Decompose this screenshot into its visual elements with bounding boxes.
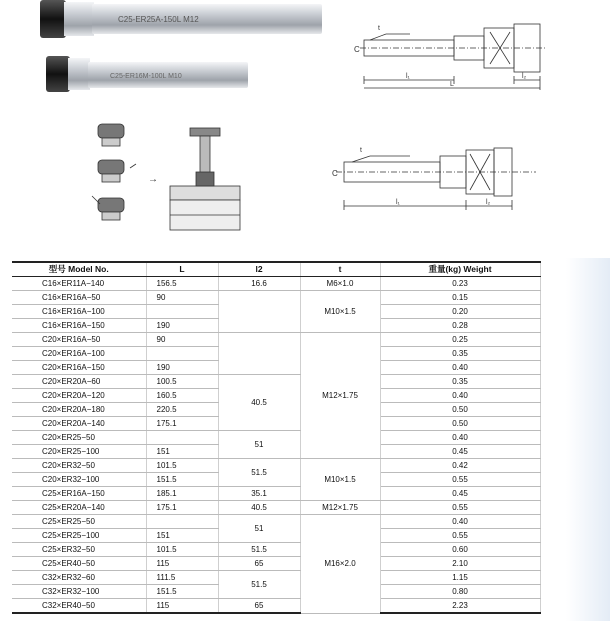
- label-t: t: [378, 25, 380, 32]
- cell-weight: 0.45: [380, 445, 540, 459]
- cell-l2: 51.5: [218, 571, 300, 599]
- label-d: C: [354, 45, 360, 54]
- technical-drawing-long: [350, 14, 550, 94]
- cell-L: 175.1: [146, 501, 218, 515]
- label-L: L: [450, 81, 454, 88]
- cell-l2: [218, 291, 300, 333]
- header-row: [12, 262, 540, 277]
- cell-L: 156.5: [146, 277, 218, 291]
- cell-model: C20×ER16A−150: [12, 361, 146, 375]
- cell-L: 151.5: [146, 585, 218, 599]
- cell-weight: 2.10: [380, 557, 540, 571]
- cell-L: 115: [146, 557, 218, 571]
- cell-weight: 0.42: [380, 459, 540, 473]
- cell-weight: 0.23: [380, 277, 540, 291]
- table-row: [12, 291, 540, 305]
- table-row: [12, 431, 540, 445]
- cell-L: 101.5: [146, 459, 218, 473]
- machine-assembly: [170, 128, 240, 230]
- cell-L: [146, 431, 218, 445]
- cell-l2: 51.5: [218, 543, 300, 557]
- table-row: [12, 515, 540, 529]
- header-model: 型号 Model No.: [12, 262, 146, 277]
- cell-L: 151: [146, 445, 218, 459]
- cell-t: M6×1.0: [300, 277, 380, 291]
- cell-L: 151.5: [146, 473, 218, 487]
- cell-l2: 51.5: [218, 459, 300, 487]
- cell-model: C25×ER20A−140: [12, 501, 146, 515]
- technical-drawing-short: [330, 142, 540, 222]
- cell-weight: 0.55: [380, 473, 540, 487]
- cell-weight: 0.80: [380, 585, 540, 599]
- usage-illustration: [90, 120, 250, 238]
- cell-model: C20×ER16A−100: [12, 347, 146, 361]
- cell-model: C32×ER32−60: [12, 571, 146, 585]
- cell-weight: 0.50: [380, 417, 540, 431]
- table-row: [12, 501, 540, 515]
- table-row: [12, 571, 540, 585]
- cell-l2: 51: [218, 431, 300, 459]
- cell-weight: 0.20: [380, 305, 540, 319]
- cell-model: C25×ER32−50: [12, 543, 146, 557]
- table-row: [12, 277, 540, 291]
- cell-l2: 40.5: [218, 501, 300, 515]
- arrow-icon: →: [148, 174, 158, 185]
- cell-weight: 0.40: [380, 515, 540, 529]
- cell-weight: 0.40: [380, 361, 540, 375]
- cell-L: 175.1: [146, 417, 218, 431]
- cell-model: C25×ER40−50: [12, 557, 146, 571]
- cell-model: C16×ER16A−150: [12, 319, 146, 333]
- table-row: [12, 543, 540, 557]
- cell-L: 90: [146, 291, 218, 305]
- cell-weight: 0.40: [380, 431, 540, 445]
- cell-model: C20×ER20A−140: [12, 417, 146, 431]
- cell-model: C32×ER32−100: [12, 585, 146, 599]
- cell-weight: 0.50: [380, 403, 540, 417]
- label-l2: l₂: [522, 73, 527, 80]
- label-t: t: [360, 147, 362, 154]
- step-1-illustration: [98, 124, 124, 146]
- cell-l2: 65: [218, 599, 300, 614]
- holder-1: [40, 0, 322, 38]
- cell-model: C20×ER32−100: [12, 473, 146, 487]
- cell-model: C20×ER25−100: [12, 445, 146, 459]
- cell-weight: 0.35: [380, 375, 540, 389]
- cell-l2: 35.1: [218, 487, 300, 501]
- cell-l2: 16.6: [218, 277, 300, 291]
- cell-L: 101.5: [146, 543, 218, 557]
- label-l2: l₂: [486, 199, 491, 206]
- table-row: [12, 375, 540, 389]
- cell-model: C20×ER32−50: [12, 459, 146, 473]
- table-row: [12, 459, 540, 473]
- cell-weight: 0.28: [380, 319, 540, 333]
- cell-model: C20×ER20A−60: [12, 375, 146, 389]
- table-row: [12, 599, 540, 614]
- cell-weight: 0.25: [380, 333, 540, 347]
- table-row: [12, 487, 540, 501]
- product-photo: [30, 0, 330, 108]
- step-3-illustration: [92, 196, 124, 220]
- cell-L: 220.5: [146, 403, 218, 417]
- holder-2: [46, 56, 248, 92]
- spec-table: [12, 261, 541, 614]
- cell-L: 115: [146, 599, 218, 614]
- cell-model: C25×ER25−50: [12, 515, 146, 529]
- cell-model: C20×ER16A−50: [12, 333, 146, 347]
- cell-L: [146, 347, 218, 361]
- header-l2: l2: [218, 262, 300, 277]
- cell-model: C25×ER25−100: [12, 529, 146, 543]
- cell-weight: 2.23: [380, 599, 540, 614]
- cell-L: 90: [146, 333, 218, 347]
- cell-t: M12×1.75: [300, 333, 380, 459]
- step-2-illustration: [98, 160, 136, 182]
- decorative-stripe: [566, 258, 610, 621]
- cell-l2: [218, 333, 300, 375]
- cell-L: 160.5: [146, 389, 218, 403]
- cell-L: 185.1: [146, 487, 218, 501]
- cell-model: C16×ER16A−100: [12, 305, 146, 319]
- cell-L: 190: [146, 361, 218, 375]
- cell-t: M16×2.0: [300, 515, 380, 614]
- cell-l2: 65: [218, 557, 300, 571]
- cell-weight: 1.15: [380, 571, 540, 585]
- cell-weight: 0.35: [380, 347, 540, 361]
- header-weight: 重量(kg) Weight: [380, 262, 540, 277]
- table-row: [12, 333, 540, 347]
- cell-l2: 40.5: [218, 375, 300, 431]
- cell-model: C16×ER11A−140: [12, 277, 146, 291]
- cell-weight: 0.15: [380, 291, 540, 305]
- cell-L: [146, 305, 218, 319]
- cell-model: C25×ER16A−150: [12, 487, 146, 501]
- header-L: L: [146, 262, 218, 277]
- cell-t: M12×1.75: [300, 501, 380, 515]
- cell-L: 111.5: [146, 571, 218, 585]
- label-l1: l₁: [406, 73, 410, 80]
- cell-model: C16×ER16A−50: [12, 291, 146, 305]
- cell-model: C20×ER20A−120: [12, 389, 146, 403]
- cell-weight: 0.60: [380, 543, 540, 557]
- holder-1-marking: C25-ER25A-150L M12: [118, 15, 199, 24]
- holder-2-marking: C25-ER16M-100L M10: [110, 73, 182, 80]
- label-d: C: [332, 169, 338, 178]
- cell-model: C20×ER20A−180: [12, 403, 146, 417]
- cell-l2: 51: [218, 515, 300, 543]
- cell-weight: 0.55: [380, 529, 540, 543]
- cell-model: C32×ER40−50: [12, 599, 146, 614]
- cell-weight: 0.55: [380, 501, 540, 515]
- table-row: [12, 557, 540, 571]
- cell-L: 190: [146, 319, 218, 333]
- cell-L: 100.5: [146, 375, 218, 389]
- label-l1: l₁: [396, 199, 400, 206]
- header-t: t: [300, 262, 380, 277]
- cell-t: M10×1.5: [300, 291, 380, 333]
- cell-weight: 0.40: [380, 389, 540, 403]
- cell-model: C20×ER25−50: [12, 431, 146, 445]
- cell-weight: 0.45: [380, 487, 540, 501]
- cell-L: [146, 515, 218, 529]
- cell-L: 151: [146, 529, 218, 543]
- cell-t: M10×1.5: [300, 459, 380, 501]
